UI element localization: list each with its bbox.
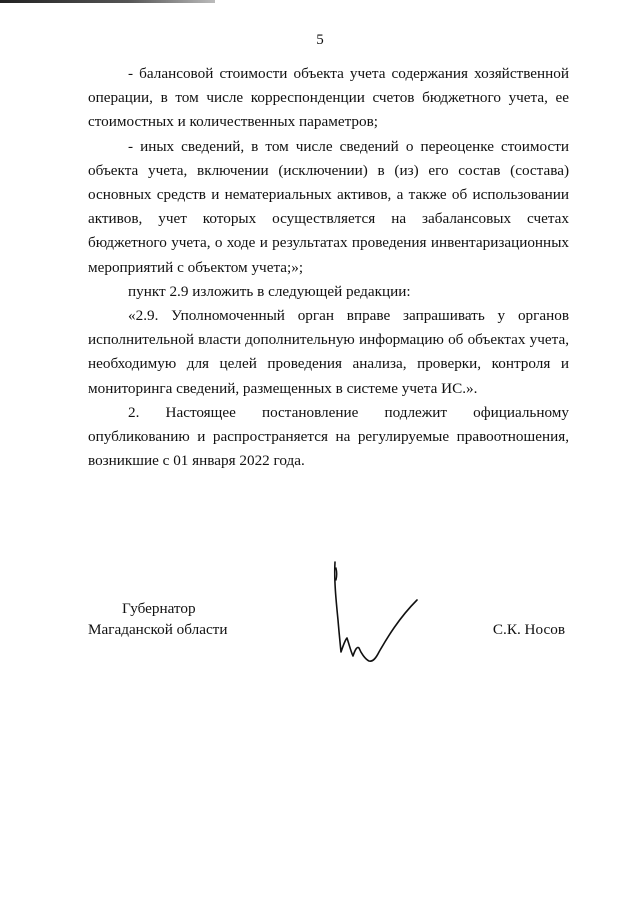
signatory-title-line1: Губернатор bbox=[122, 600, 196, 617]
signatory-name: С.К. Носов bbox=[492, 621, 565, 638]
handwritten-signature bbox=[325, 560, 435, 675]
document-body bbox=[88, 62, 569, 473]
paragraph-other-info: - иных сведений, в том числе сведений о переоценке стоимости объекта учета, включении (исключении) в (из) его состав (состава) основных средств и нематериальных активов, а также об использовании активов, учет которых осуществляется на забалансовых счетах бюджетного учета, о ходе и результатах проведения инвентаризационных мероприятий с объектом учета;»; bbox=[88, 137, 569, 276]
paragraph-clause-2-9: «2.9. Уполномоченный орган вправе запрашивать у органов исполнительной власти дополнительную информацию об объектах учета, необходимую для целей проведения анализа, проверки, контроля и мониторинга сведений, размещенных в системе учета ИС.». bbox=[88, 307, 569, 397]
paragraph-publication: 2. Настоящее постановление подлежит официальному опубликованию и распространяется на регулируемые правоотношения, возникшие с 01 января 2022 года. bbox=[88, 403, 569, 470]
page-number: 5 bbox=[316, 32, 324, 48]
paragraph-balance-cost: - балансовой стоимости объекта учета содержания хозяйственной операции, в том числе корреспонденции счетов бюджетного учета, ее стоимостных и количественных параметров; bbox=[88, 65, 569, 131]
scan-edge-mark bbox=[0, 0, 215, 3]
signatory-title-line2: Магаданской области bbox=[88, 621, 228, 638]
paragraph-clause-2-9-intro: пункт 2.9 изложить в следующей редакции: bbox=[128, 282, 411, 300]
